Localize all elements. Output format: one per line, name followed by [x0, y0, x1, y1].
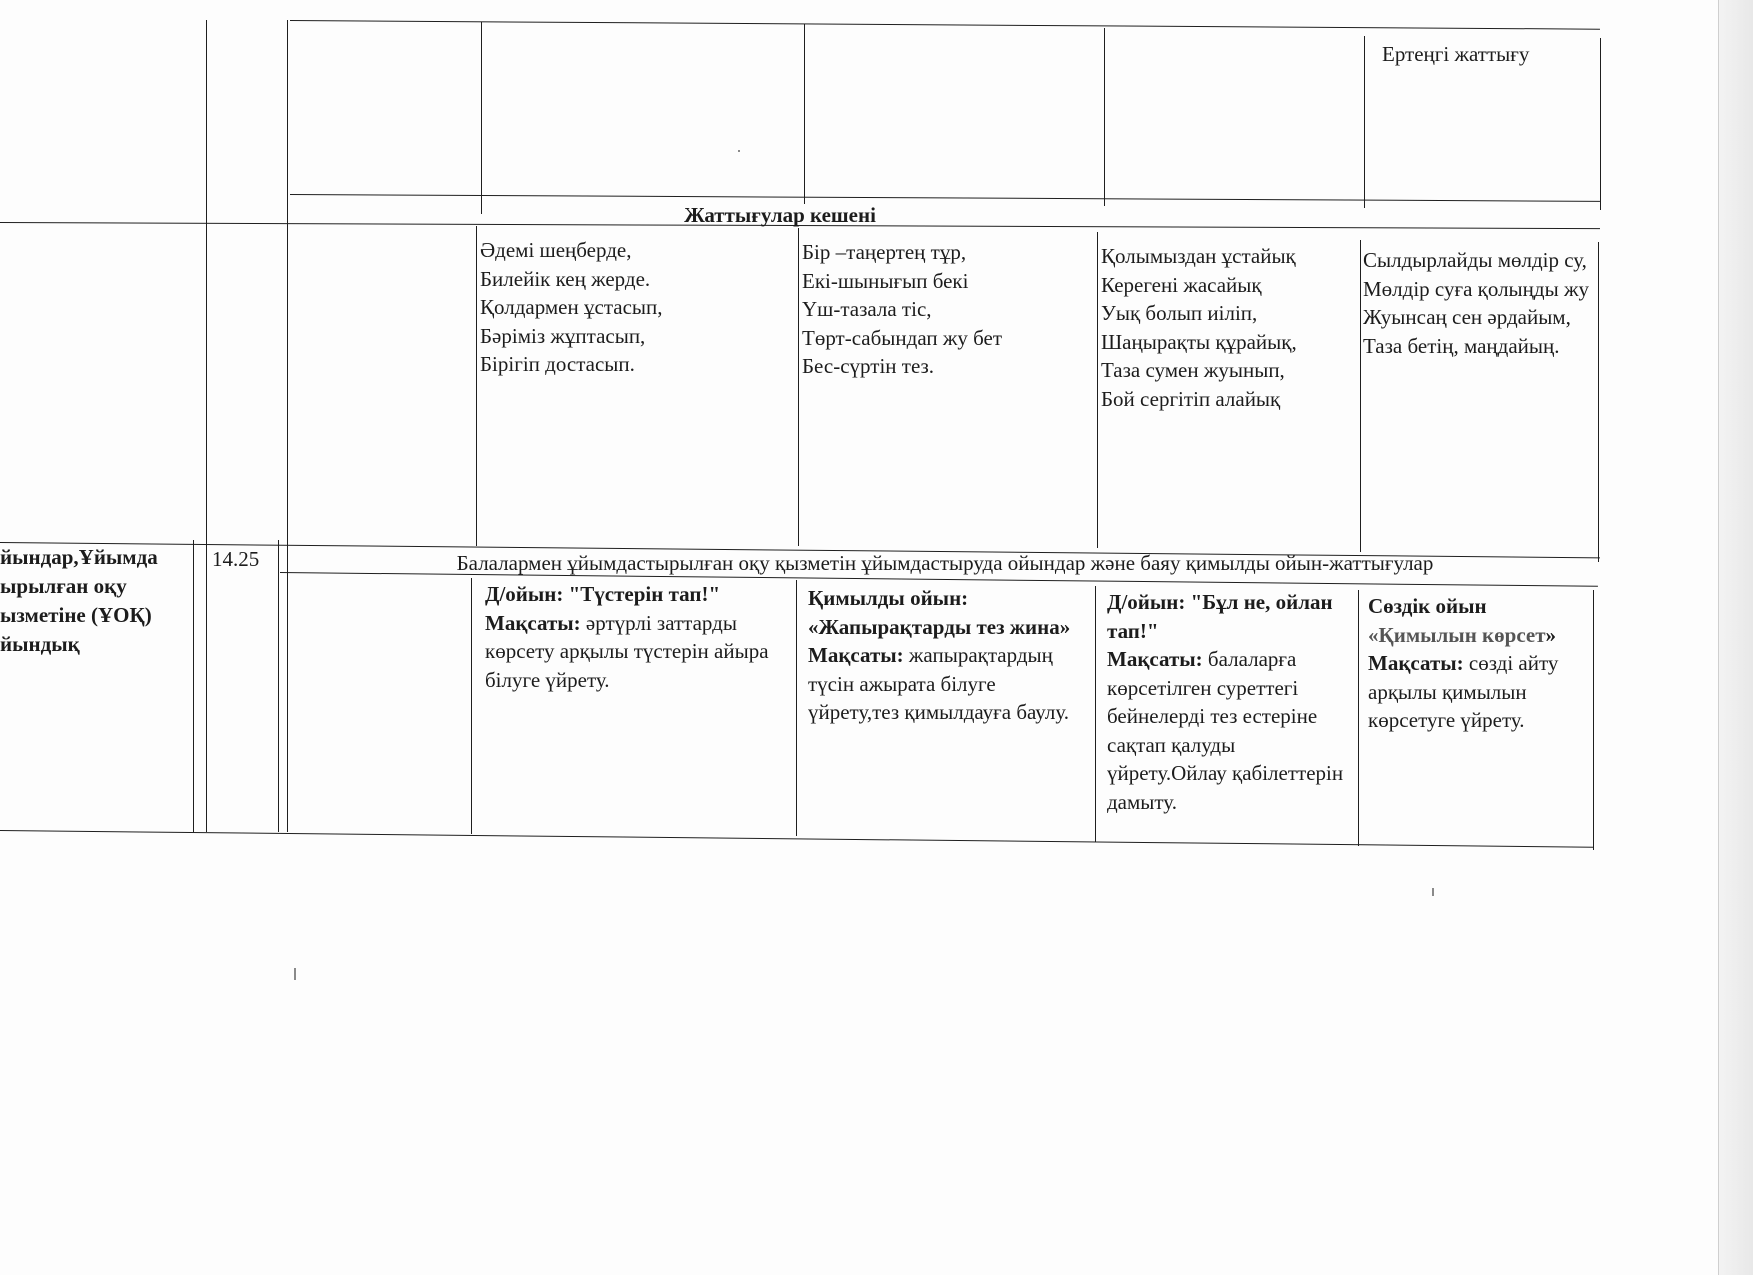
goal-text: сөзді айту арқылы қимылын көрсетуге үйрету.: [1368, 651, 1559, 732]
poem-col4: Қолымыздан ұстайық Керегені жасайық Уық болып иіліп, Шаңырақты құрайық, Таза сумен жуынып, Бой сергітіп алайық: [1101, 244, 1297, 411]
scan-speck: [1432, 888, 1434, 896]
game-col4: [1107, 588, 1351, 816]
goal-label: Мақсаты:: [1368, 651, 1464, 675]
game-col2: [485, 580, 789, 694]
goal-text: әртүрлі заттарды көрсету арқылы түстерін айыра білуге үйрету.: [485, 610, 769, 692]
exercise-complex-title: Жаттығулар кешені: [684, 203, 876, 227]
game-title: Д/ойын: "Бұл не, ойлан тап!": [1107, 590, 1333, 643]
morning-exercise-cell: Ертеңгі жаттығу: [1382, 42, 1530, 66]
game-title-closing-quote: »: [1545, 622, 1557, 647]
scan-speck: [738, 150, 740, 152]
poem-col5: Сылдырлайды мөлдір су, Мөлдір суға қолыңды жу Жуынсаң сен әрдайым, Таза бетің, маңдайың.: [1363, 248, 1589, 358]
goal-text: жапырақтардың түсін ажырата білуге үйрету,тез қимылдауға баулу.: [808, 643, 1069, 724]
scan-speck: [294, 968, 296, 980]
game-col3: [808, 584, 1078, 727]
goal-label: Мақсаты:: [808, 643, 904, 667]
goal-label: Мақсаты:: [485, 610, 581, 635]
scanner-page-edge: [1718, 0, 1753, 1275]
poem-col3: Бір –таңертең тұр, Екі-шынығып бекі Үш-тазала тіс, Төрт-сабындап жу бет Бес-сүртін тез.: [802, 240, 1003, 378]
goal-label: Мақсаты:: [1107, 647, 1203, 671]
activity-header: Балалармен ұйымдастырылған оқу қызметін ұйымдастыруда ойындар және баяу қимылды ойын-жаттығулар: [456, 551, 1434, 575]
goal-text: балаларға көрсетілген суреттегі бейнелерді тез естеріне сақтап қалуды үйрету.Ойлау қабілеттерін дамыту.: [1107, 647, 1344, 814]
game-title-quoted: «Қимылын көрсет: [1368, 622, 1546, 647]
game-title: Д/ойын: "Түстерін тап!": [485, 582, 721, 606]
activity-time: 14.25: [212, 547, 260, 571]
game-col5: [1368, 592, 1590, 735]
activity-row-label: йындар,Ұйымда ырылған оқу ызметіне (ҰОҚ) йындық: [0, 545, 158, 656]
game-title: Қимылды ойын: «Жапырақтарды тез жина»: [808, 586, 1071, 639]
poem-col2: Әдемі шеңберде, Билейік кең жерде. Қолдармен ұстасып, Бәріміз жұптасып, Бірігіп достасып.: [480, 238, 663, 376]
game-title: Сөздік ойын: [1368, 594, 1487, 618]
